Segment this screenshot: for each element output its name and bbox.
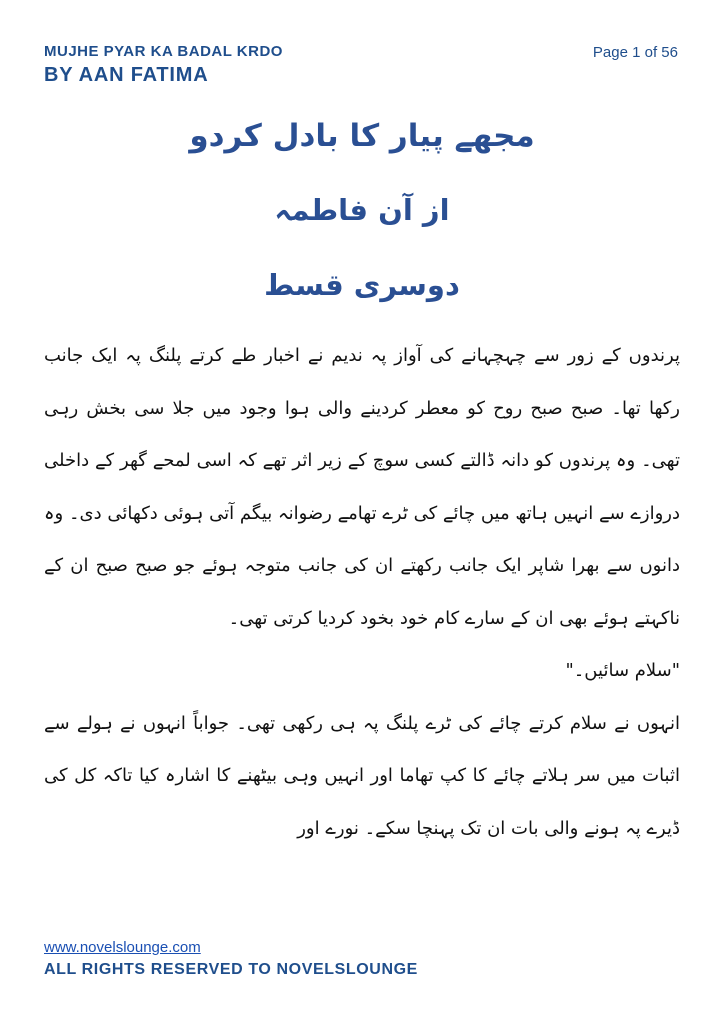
paragraph: پرندوں کے زور سے چہچہانے کی آواز پہ ندیم نے اخبار طے کرتے پلنگ پہ ایک جانب رکھا تھا۔ صبح صبح روح کو معطر کردینے والی ہوا وجود میں جلا سی بخش رہی تھی۔ وہ پرندوں کو دانہ ڈالتے کسی سوچ کے زیر اثر تھے کہ اسی لمحے گھر کے داخلی دروازے سے انہیں ہاتھ میں چائے کی ٹرے تھامے رضوانہ بیگم آتی ہوئی دکھائی دی۔ وہ دانوں سے بھرا شاپر ایک جانب رکھتے ان کی جانب متوجہ ہوئے جو صبح صبح ان کے ناکہتے ہوئے بھی ان کے سارے کام خود بخود کردیا کرتی تھی۔ xyxy=(44,345,680,629)
urdu-episode-heading: دوسری قسط xyxy=(264,268,460,302)
paragraph: انہوں نے سلام کرتے چائے کی ٹرے پلنگ پہ ہی رکھی تھی۔ جواباً انہوں نے ہولے سے اثبات میں سر ہلاتے چائے کا کپ تھاما اور انہیں وہی بیٹھنے کا اشارہ کیا تاکہ کل کی ڈیرے پہ ہونے والی بات ان تک پہنچا سکے۔ نورے اور xyxy=(44,712,680,839)
story-body xyxy=(44,330,680,855)
urdu-author-heading: از آن فاطمہ xyxy=(274,193,450,227)
urdu-title-heading: مجھے پیار کا بادل کردو xyxy=(189,118,535,154)
novel-title-header: MUJHE PYAR KA BADAL KRDO xyxy=(44,43,283,60)
paragraph: "سلام سائیں۔" xyxy=(565,660,680,681)
document-footer xyxy=(44,938,418,982)
document-header xyxy=(44,42,283,88)
page-number: Page 1 of 56 xyxy=(592,44,678,61)
rights-notice: ALL RIGHTS RESERVED TO NOVELSLOUNGE xyxy=(44,961,418,978)
author-header: BY AAN FATIMA xyxy=(44,64,209,86)
website-link[interactable]: www.novelslounge.com xyxy=(44,939,201,956)
